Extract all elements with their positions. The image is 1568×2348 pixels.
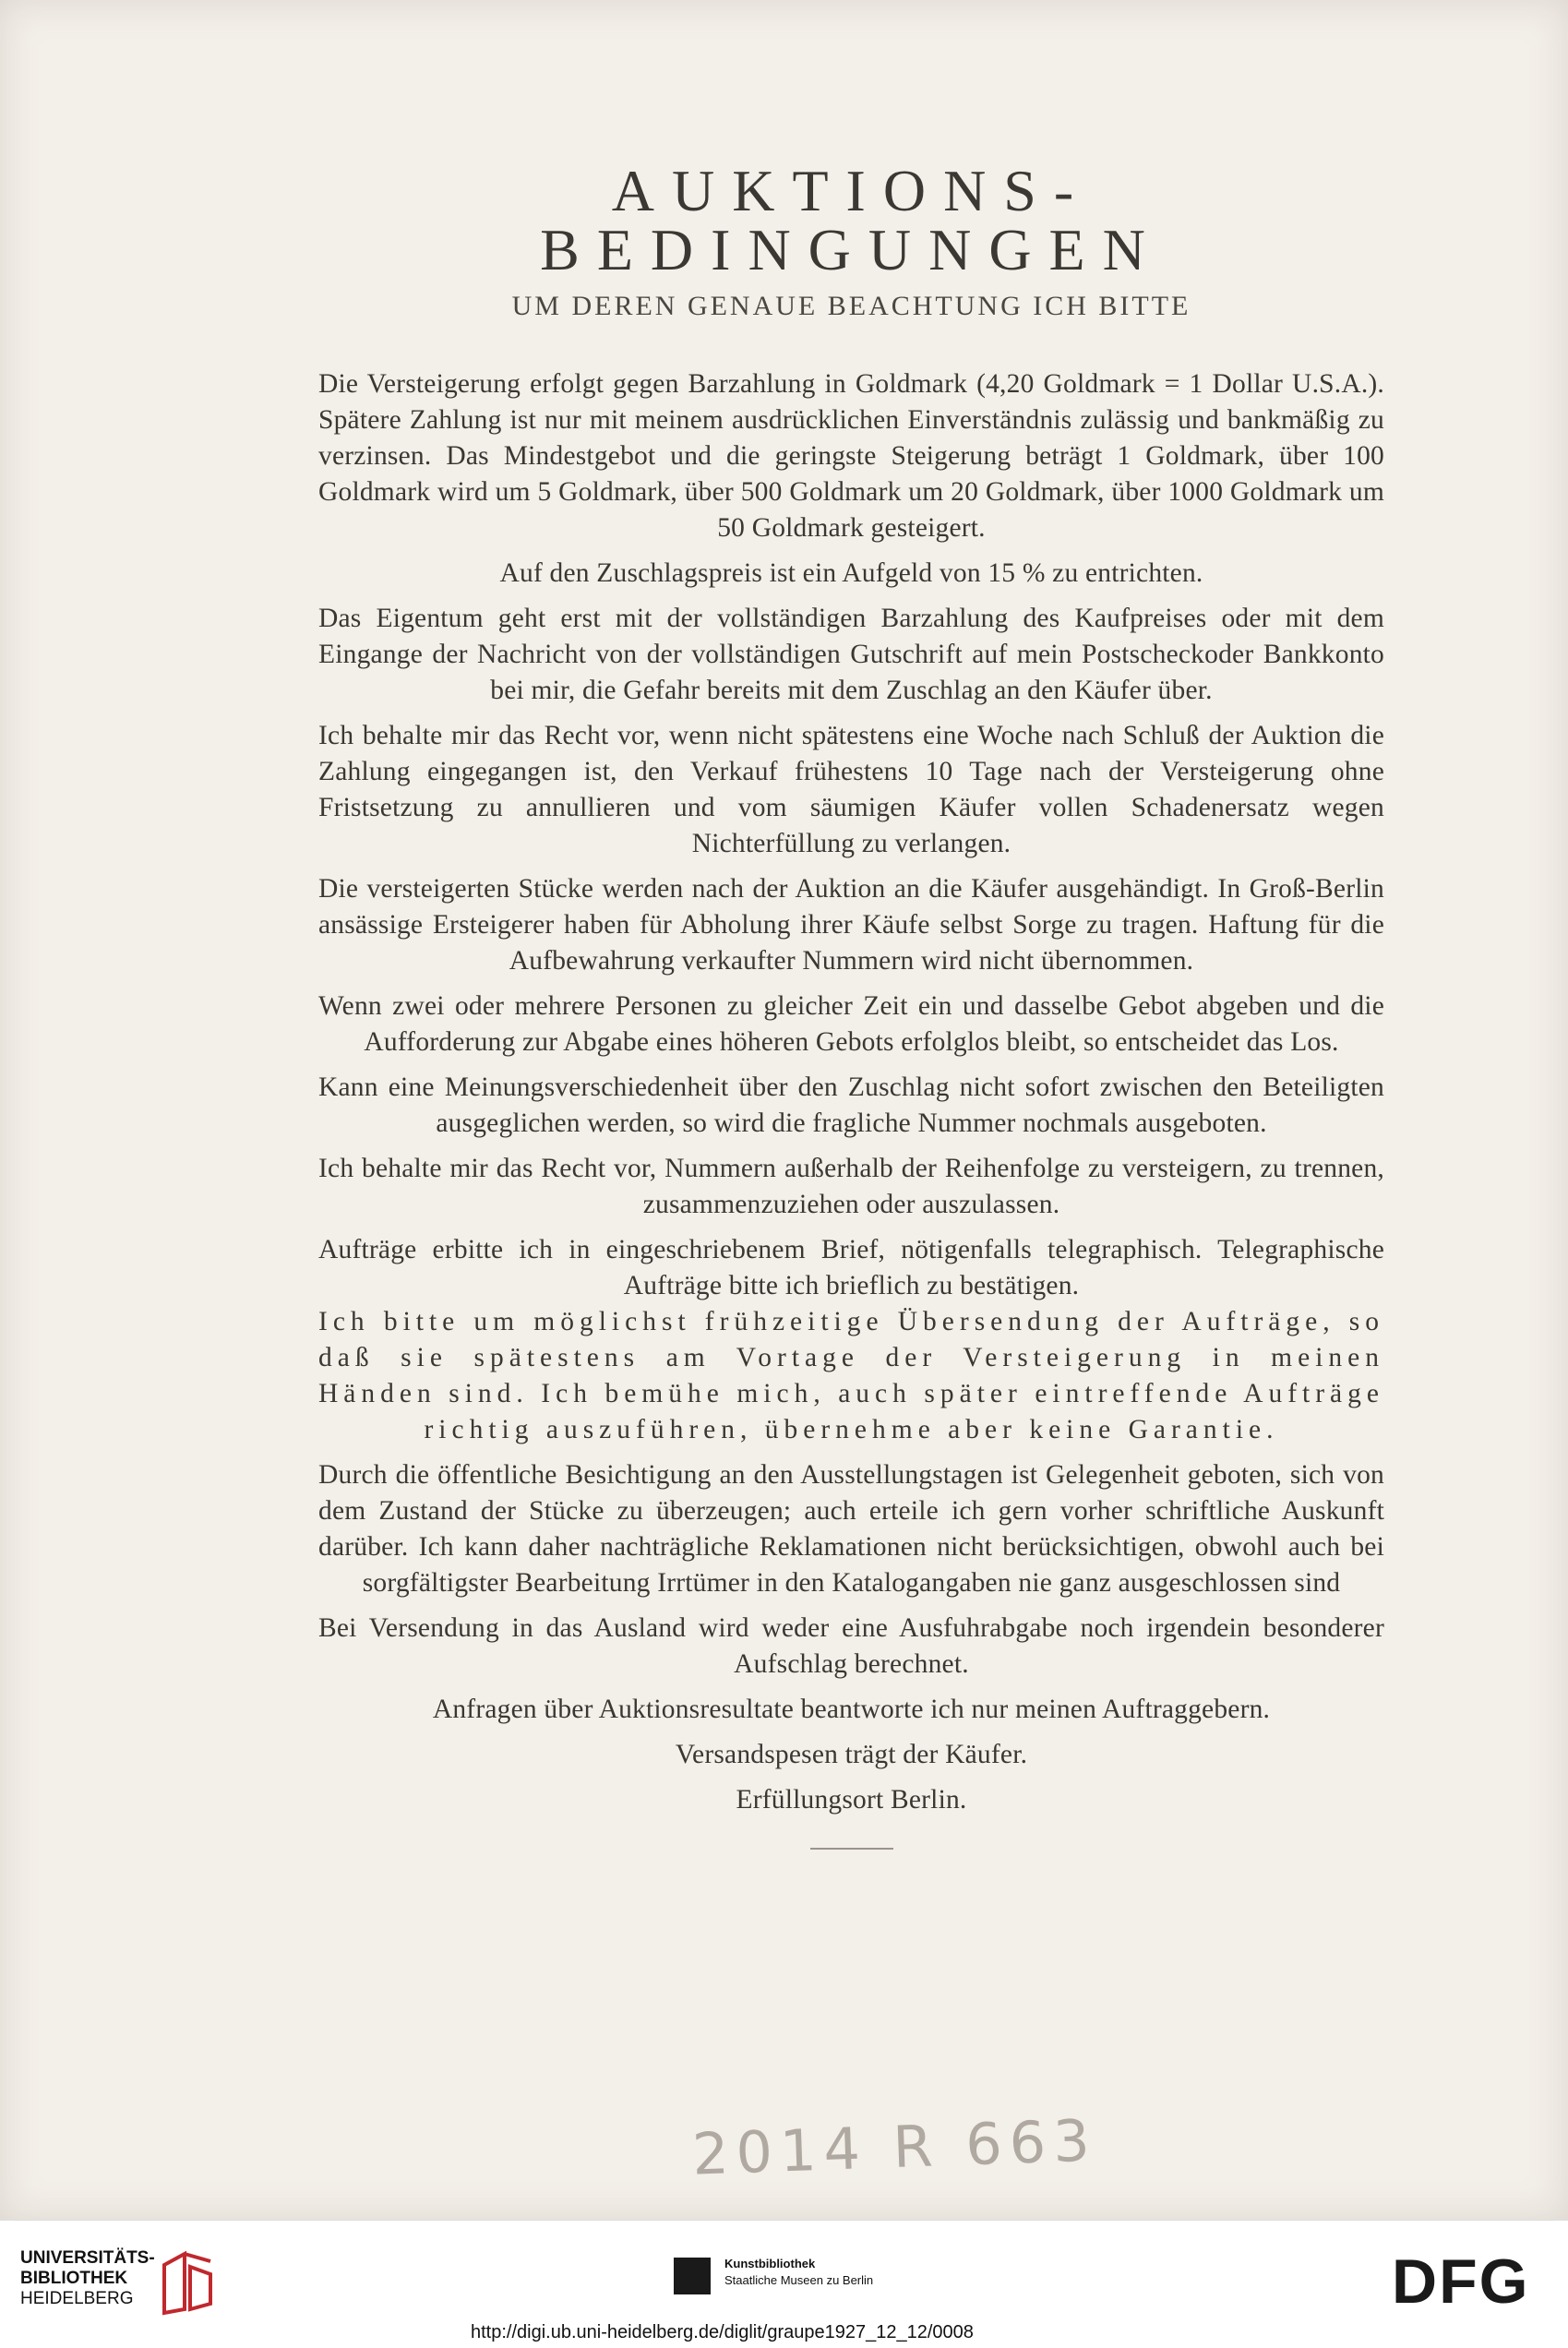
paragraph-premium: Auf den Zuschlagspreis ist ein Aufgeld von 15 % zu entrichten.	[499, 558, 1203, 588]
page-title: AUKTIONS-BEDINGUNGEN	[540, 158, 1163, 282]
dfg-logo[interactable]: DFG	[1392, 2246, 1530, 2317]
permalink-url[interactable]: http://digi.ub.uni-heidelberg.de/diglit/graupe1927_12_12/0008	[471, 2322, 974, 2342]
ub-logo-line3: HEIDELBERG	[20, 2289, 134, 2308]
page-subtitle: UM DEREN GENAUE BEACHTUNG ICH BITTE	[511, 291, 1191, 321]
document-body	[318, 158, 1384, 1850]
kb-logo-line2: Staatliche Museen zu Berlin	[724, 2273, 874, 2287]
paragraph-commissions: Aufträge erbitte ich in eingeschriebenem Brief, nötigenfalls telegraphisch. Telegraphische Aufträge bitte ich brieflich zu bestätigen.	[318, 1235, 1384, 1300]
paragraph-inspection: Durch die öffentliche Besichtigung an den Ausstellungstagen ist Gelegenheit geboten, sich von dem Zustand der Stücke zu überzeugen; auch erteile ich gern vorher schriftliche Auskunft darüber. Ich kann daher nachträgliche Reklamationen nicht berücksichtigen, obwohl auch bei sorgfältigster Bearbeitung Irrtümer in den Katalogangaben nie ganz ausgeschlossen sind	[318, 1460, 1384, 1598]
kunstbibliothek-mark-icon	[674, 2258, 711, 2294]
ub-logo-line1: UNIVERSITÄTS-	[20, 2248, 155, 2268]
ub-heidelberg-logo[interactable]	[20, 2248, 155, 2309]
paragraph-payment: Die Versteigerung erfolgt gegen Barzahlung in Goldmark (4,20 Goldmark = 1 Dollar U.S.A.). Spätere Zahlung ist nur mit meinem ausdrücklichen Einverständnis zulässig und bankmäßig zu verzinsen. Das Mindestgebot und die geringste Steigerung beträgt 1 Goldmark, über 100 Goldmark wird um 5 Goldmark, über 500 Goldmark um 20 Goldmark, über 1000 Goldmark um 50 Goldmark gesteigert.	[318, 369, 1384, 543]
kb-logo-line1: Kunstbibliothek	[724, 2257, 816, 2270]
paragraph-dispute: Kann eine Meinungsverschiedenheit über den Zuschlag nicht sofort zwischen den Beteiligten ausgeglichen werden, so wird die fragliche Nummer nochmals ausgeboten.	[318, 1072, 1384, 1138]
paragraph-early-submission: Ich bitte um möglichst frühzeitige Übersendung der Aufträge, so daß sie spätestens am Vortage der Versteigerung in meinen Händen sind. Ich bemühe mich, auch später eintreffende Aufträge richtig auszuführen, übernehme aber keine Garantie.	[318, 1307, 1384, 1444]
paragraph-jurisdiction: Erfüllungsort Berlin.	[736, 1785, 967, 1815]
paragraph-delivery: Die versteigerten Stücke werden nach der Auktion an die Käufer ausgehändigt. In Groß-Berlin ansässige Ersteigerer haben für Abholung ihrer Käufe selbst Sorge zu tragen. Haftung für die Aufbewahrung verkaufter Nummern wird nicht übernommen.	[318, 874, 1384, 976]
kunstbibliothek-logo[interactable]	[674, 2248, 951, 2304]
paragraph-results: Anfragen über Auktionsresultate beantworte ich nur meinen Auftraggebern.	[432, 1695, 1271, 1724]
paragraph-order: Ich behalte mir das Recht vor, Nummern außerhalb der Reihenfolge zu versteigern, zu trennen, zusammenzuziehen oder auszulassen.	[318, 1154, 1384, 1219]
paragraph-ownership: Das Eigentum geht erst mit der vollständigen Barzahlung des Kaufpreises oder mit dem Eingange der Nachricht von der vollständigen Gutschrift auf mein Postscheckoder Bankkonto bei mir, die Gefahr bereits mit dem Zuschlag an den Käufer über.	[318, 604, 1384, 705]
paragraph-cancellation: Ich behalte mir das Recht vor, wenn nicht spätestens eine Woche nach Schluß der Auktion die Zahlung eingegangen ist, den Verkauf frühestens 10 Tage nach der Versteigerung ohne Fristsetzung zu annullieren und vom säumigen Käufer vollen Schadenersatz wegen Nichterfüllung zu verlangen.	[318, 721, 1384, 858]
paragraph-export: Bei Versendung in das Ausland wird weder eine Ausfuhrabgabe noch irgendein besonderer Aufschlag berechnet.	[318, 1613, 1384, 1679]
viewer-footer	[0, 2220, 1568, 2348]
closing-rule	[810, 1848, 893, 1850]
ub-logo-line2: BIBLIOTHEK	[20, 2269, 128, 2288]
paragraph-equal-bids: Wenn zwei oder mehrere Personen zu gleicher Zeit ein und dasselbe Gebot abgeben und die Aufforderung zur Abgabe eines höheren Gebots erfolglos bleibt, so entscheidet das Los.	[318, 991, 1384, 1057]
paragraph-shipping: Versandspesen trägt der Käufer.	[675, 1740, 1028, 1769]
ub-heidelberg-emblem-icon	[157, 2246, 218, 2317]
shelfmark-annotation: 2014 R 663	[690, 2106, 1098, 2188]
